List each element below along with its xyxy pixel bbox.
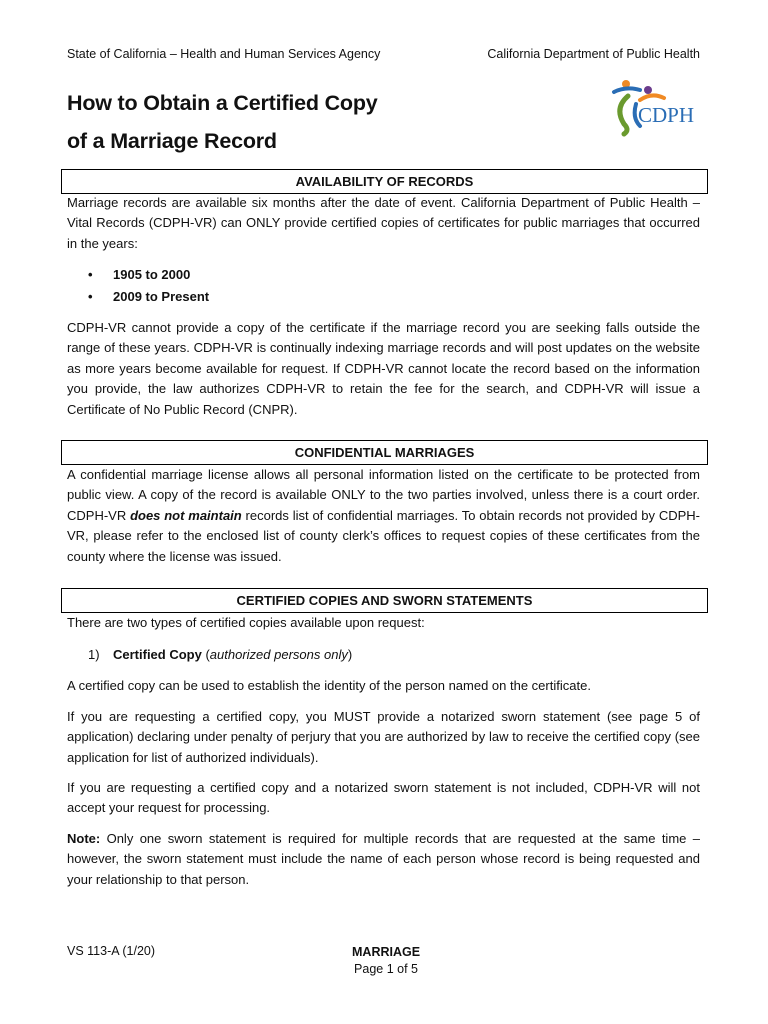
logo-figure-arm-blue	[614, 88, 640, 92]
note-label: Note:	[67, 831, 101, 846]
certified-note	[67, 829, 700, 890]
list-item: • 1905 to 2000	[88, 264, 209, 286]
footer-page-number: Page 1 of 5	[354, 962, 418, 976]
availability-intro: Marriage records are available six months after the date of event. California Department of Public Health – Vital Records (CDPH-VR) can ONLY provide certified copies of certificates for public marriages that occurred in the years:	[67, 195, 700, 251]
header-department: California Department of Public Health	[487, 47, 700, 61]
list-item-open-paren: (	[201, 647, 210, 662]
list-item-label: Certified Copy	[113, 647, 202, 662]
header-agency: State of California – Health and Human Services Agency	[67, 47, 381, 61]
logo-figure-head-purple	[644, 86, 652, 94]
certified-para-1: A certified copy can be used to establish the identity of the person named on the certificate.	[67, 678, 591, 693]
confidential-text-before: A confidential marriage license allows all personal information listed on the certificate to be protected from public view. A copy of the record is available ONLY to the two parties involved, unless there is a court order. CDPH-VR	[67, 467, 700, 523]
section-heading-certified: CERTIFIED COPIES AND SWORN STATEMENTS	[61, 588, 708, 613]
footer-center	[352, 944, 420, 978]
footer-doc-type: MARRIAGE	[352, 945, 421, 959]
list-item-number: 1)	[88, 647, 100, 662]
footer-form-id: VS 113-A (1/20)	[67, 944, 156, 958]
list-item-close-paren: )	[347, 647, 353, 662]
list-item: • 2009 to Present	[88, 286, 209, 308]
certified-intro: There are two types of certified copies available upon request:	[67, 615, 425, 630]
section-heading-confidential: CONFIDENTIAL MARRIAGES	[61, 440, 708, 465]
section-heading-availability: AVAILABILITY OF RECORDS	[61, 169, 708, 194]
logo-text: CDPH	[638, 103, 695, 127]
note-text: Only one sworn statement is required for multiple records that are requested at the same time – however, the sworn statement must include the name of each person whose record is being requested and your relationship to that person.	[67, 831, 700, 887]
page-title	[67, 84, 378, 160]
cdph-logo	[606, 78, 706, 138]
certified-para-3: If you are requesting a certified copy and a notarized sworn statement is not included, CDPH-VR will not accept your request for processing.	[67, 780, 700, 816]
certified-para-2: If you are requesting a certified copy, you MUST provide a notarized sworn statement (see page 5 of application) declaring under penalty of perjury that you are authorized by law to receive the certified copy (see application for list of authorized individuals).	[67, 709, 700, 765]
page-title-line-2: of a Marriage Record	[67, 129, 277, 153]
confidential-emphasis: does not maintain	[130, 507, 242, 523]
page-title-line-1: How to Obtain a Certified Copy	[67, 91, 378, 115]
confidential-body	[67, 465, 700, 567]
availability-years-list	[88, 264, 209, 308]
logo-figure-body-green	[620, 96, 628, 134]
availability-body: CDPH-VR cannot provide a copy of the certificate if the marriage record you are seeking falls outside the range of these years. CDPH-VR is continually indexing marriage records and will post updates on the website as more years become available for request. If CDPH-VR cannot locate the record based on the information you provide, the law authorizes CDPH-VR to retain the fee for the search, and CDPH-VR will issue a Certificate of No Public Record (CNPR).	[67, 320, 700, 417]
logo-figure-arm-orange	[640, 95, 664, 100]
list-item-note: authorized persons only	[209, 647, 348, 662]
confidential-text-after: records list of confidential marriages. To obtain records not provided by CDPH-VR, please refer to the enclosed list of county clerk’s offices to request copies of these certificates from the county where the license was issued.	[67, 507, 701, 564]
certified-list-item-1	[88, 645, 352, 665]
